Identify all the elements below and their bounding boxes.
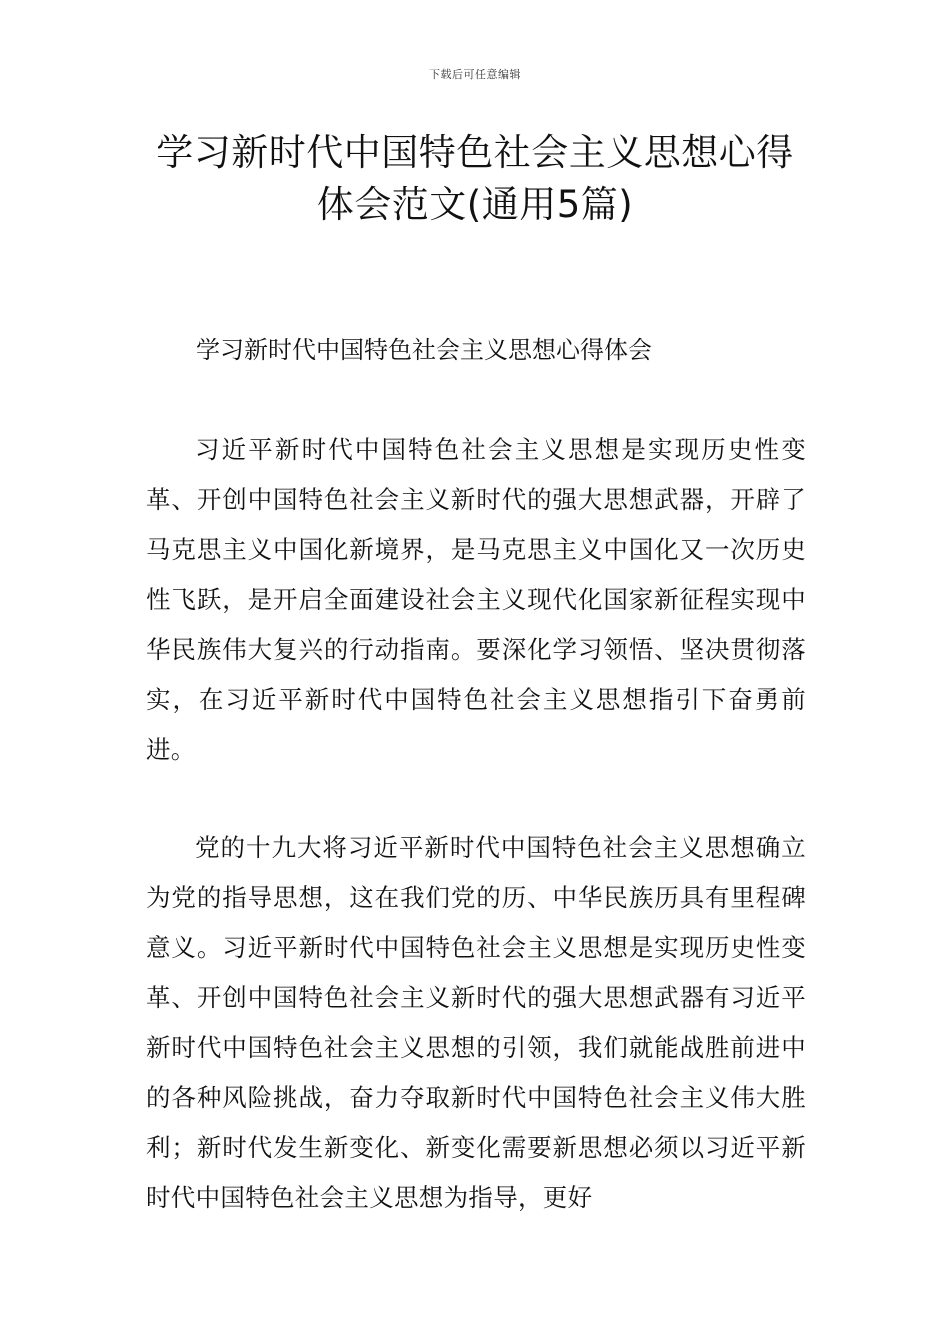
body-paragraph: 党的十九大将习近平新时代中国特色社会主义思想确立为党的指导思想，这在我们党的历、中华民族历具有里程碑意义。习近平新时代中国特色社会主义思想是实现历史性变革、开创中国特色社会主义新时代的强大思想武器有习近平新时代中国特色社会主义思想的引领，我们就能战胜前进中的各种风险挑战，奋力夺取新时代中国特色社会主义伟大胜利；新时代发生新变化、新变化需要新思想必须以习近平新时代中国特色社会主义思想为指导，更好 bbox=[146, 833, 806, 1212]
document-title: 学习新时代中国特色社会主义思想心得体会范文(通用5篇) bbox=[156, 131, 794, 226]
section-heading: 学习新时代中国特色社会主义思想心得体会 bbox=[196, 336, 652, 364]
body-paragraph: 习近平新时代中国特色社会主义思想是实现历史性变革、开创中国特色社会主义新时代的强大思想武器，开辟了马克思主义中国化新境界，是马克思主义中国化又一次历史性飞跃，是开启全面建设社会主义现代化国家新征程实现中华民族伟大复兴的行动指南。要深化学习领悟、坚决贯彻落实，在习近平新时代中国特色社会主义思想指引下奋勇前进。 bbox=[146, 435, 806, 764]
header-note: 下载后可任意编辑 bbox=[429, 68, 521, 81]
